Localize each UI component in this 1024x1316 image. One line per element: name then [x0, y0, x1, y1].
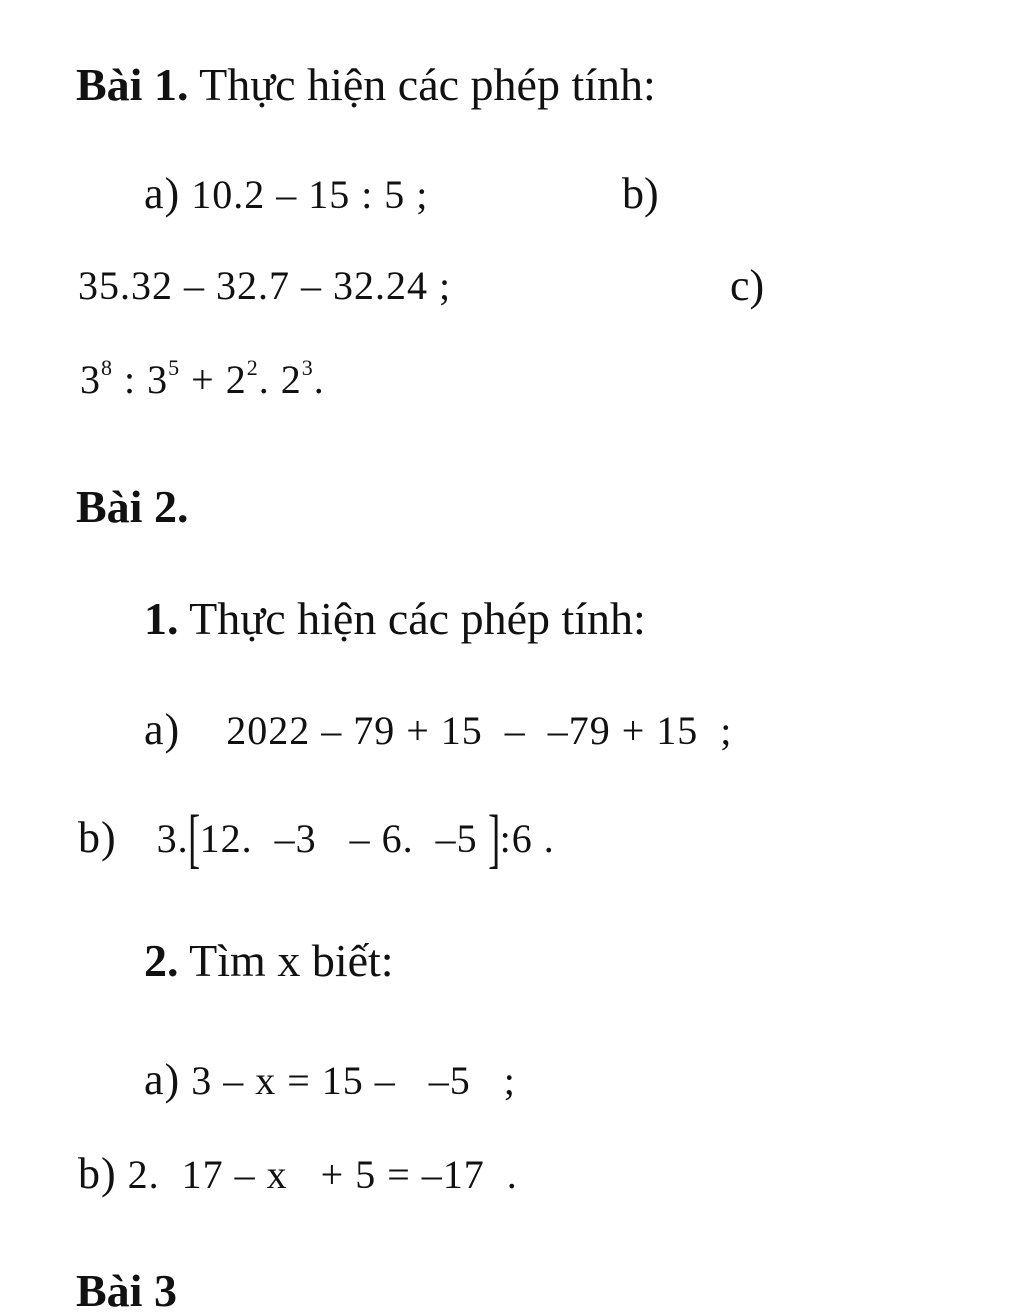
power-2-3: $2^3$: [280, 355, 314, 402]
exercise-2-part2-heading: [144, 935, 394, 986]
exercise-2-heading: [76, 481, 189, 532]
next-exercise-heading-cutoff: Bài 3: [76, 1265, 177, 1316]
power-2-2: $2^2$: [225, 355, 259, 402]
exercise-2-part1-title: Thực hiện các phép tính:: [189, 593, 646, 644]
exercise-1a-expression: 10.2 – 15 : 5 ;: [191, 172, 429, 217]
exercise-2-2b: [78, 1149, 518, 1198]
exercise-1-title: Thực hiện các phép tính:: [199, 59, 656, 110]
open-bracket: [: [187, 802, 201, 875]
exercise-2-1b-label: b): [78, 813, 117, 862]
exercise-1a-label: a): [144, 169, 181, 218]
exercise-2-part2-title: Tìm x biết:: [189, 935, 394, 986]
exercise-2-1b-inner: 12. –3 – 6. –5: [199, 816, 489, 861]
exercise-1c-expression: $3^8$ : $3^5 + 2^2$. $2^3$.: [80, 355, 325, 402]
exercise-2-number: Bài 2.: [76, 481, 189, 532]
power-3-8: $3^8$: [80, 355, 113, 402]
exercise-2-1b-suffix: :6 .: [499, 816, 555, 861]
close-bracket: ]: [487, 802, 501, 875]
power-3-5: $3^5$: [147, 355, 181, 402]
exercise-2-1b-prefix: 3.: [156, 816, 189, 861]
exercise-2-part1-number: 1.: [144, 593, 179, 644]
exercise-2-1a-label: a): [144, 705, 181, 754]
exercise-2-2a-label: a): [144, 1055, 181, 1104]
exercise-2-2a-expression: 3 – x = 15 – –5 ;: [191, 1058, 516, 1103]
exercise-2-1b: [78, 802, 555, 875]
exercise-2-part1-heading: [144, 593, 646, 644]
exercise-2-2b-label: b): [78, 1149, 117, 1198]
exercise-1b-label: b): [622, 169, 659, 218]
exercise-1-number: Bài 1.: [76, 59, 189, 110]
exercise-2-2a: [144, 1055, 516, 1104]
exercise-1b-expression: 35.32 – 32.7 – 32.24 ;: [78, 263, 452, 308]
exercise-2-2b-expression: 2. 17 – x + 5 = –17 .: [127, 1152, 518, 1197]
exercise-2-1a-expression: 2022 – 79 + 15 – –79 + 15 ;: [226, 708, 733, 753]
exercise-1c-label: c): [730, 261, 765, 310]
exercise-2-1a: [144, 705, 733, 754]
exercise-1a: [144, 169, 429, 218]
exercise-2-part2-number: 2.: [144, 935, 179, 986]
exercise-1-heading: [76, 59, 656, 110]
